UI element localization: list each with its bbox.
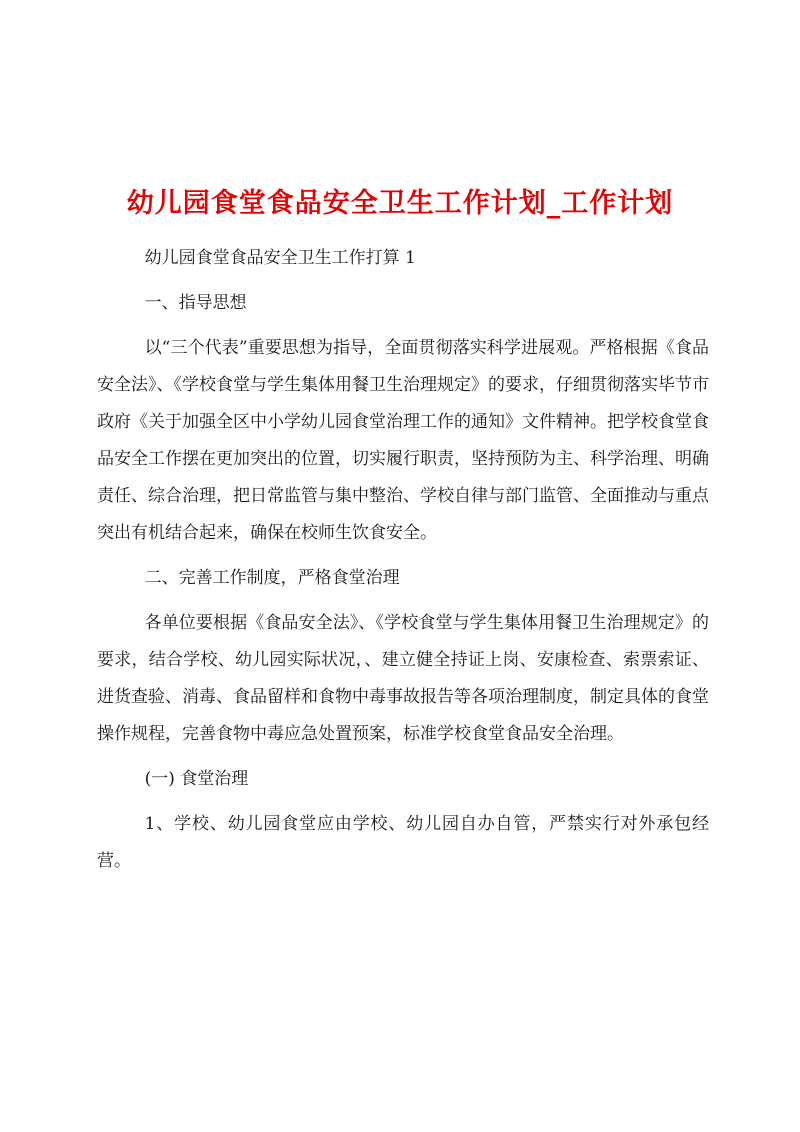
plan-subtitle: 幼儿园食堂食品安全卫生工作打算 1 <box>144 248 416 268</box>
section-heading-guiding-thought: 一、指导思想 <box>144 293 247 313</box>
section-heading-work-system: 二、完善工作制度，严格食堂治理 <box>144 568 400 588</box>
subsection-heading-canteen-management: (一) 食堂治理 <box>144 769 249 789</box>
paragraph-canteen-management-item-1: 1、学校、幼儿园食堂应由学校、幼儿园自办自管，严禁实行对外承包经营。 <box>97 814 709 871</box>
document-body <box>97 240 709 888</box>
paragraph-guiding-thought: 以“三个代表”重要思想为指导，全面贯彻落实科学进展观。严格根据《食品安全法》、《学校食堂与学生集体用餐卫生治理规定》的要求，仔细贯彻落实毕节市政府《关于加强全区中小学幼儿园食堂治理工作的通知》文件精神。把学校食堂食品安全工作摆在更加突出的位置，切实履行职责，坚持预防为主、科学治理、明确责任、综合治理，把日常监管与集中整治、学校自律与部门监管、全面推动与重点突出有机结合起来，确保在校师生饮食安全。 <box>97 338 709 543</box>
document-title: 幼儿园食堂食品安全卫生工作计划_工作计划 <box>126 188 674 220</box>
paragraph-work-system: 各单位要根据《食品安全法》、《学校食堂与学生集体用餐卫生治理规定》的要求，结合学校、幼儿园实际状况，、建立健全持证上岗、安康检查、索票索证、进货查验、消毒、食品留样和食物中毒事故报告等各项治理制度，制定具体的食堂操作规程，完善食物中毒应急处置预案，标准学校食堂食品安全治理。 <box>97 613 709 744</box>
